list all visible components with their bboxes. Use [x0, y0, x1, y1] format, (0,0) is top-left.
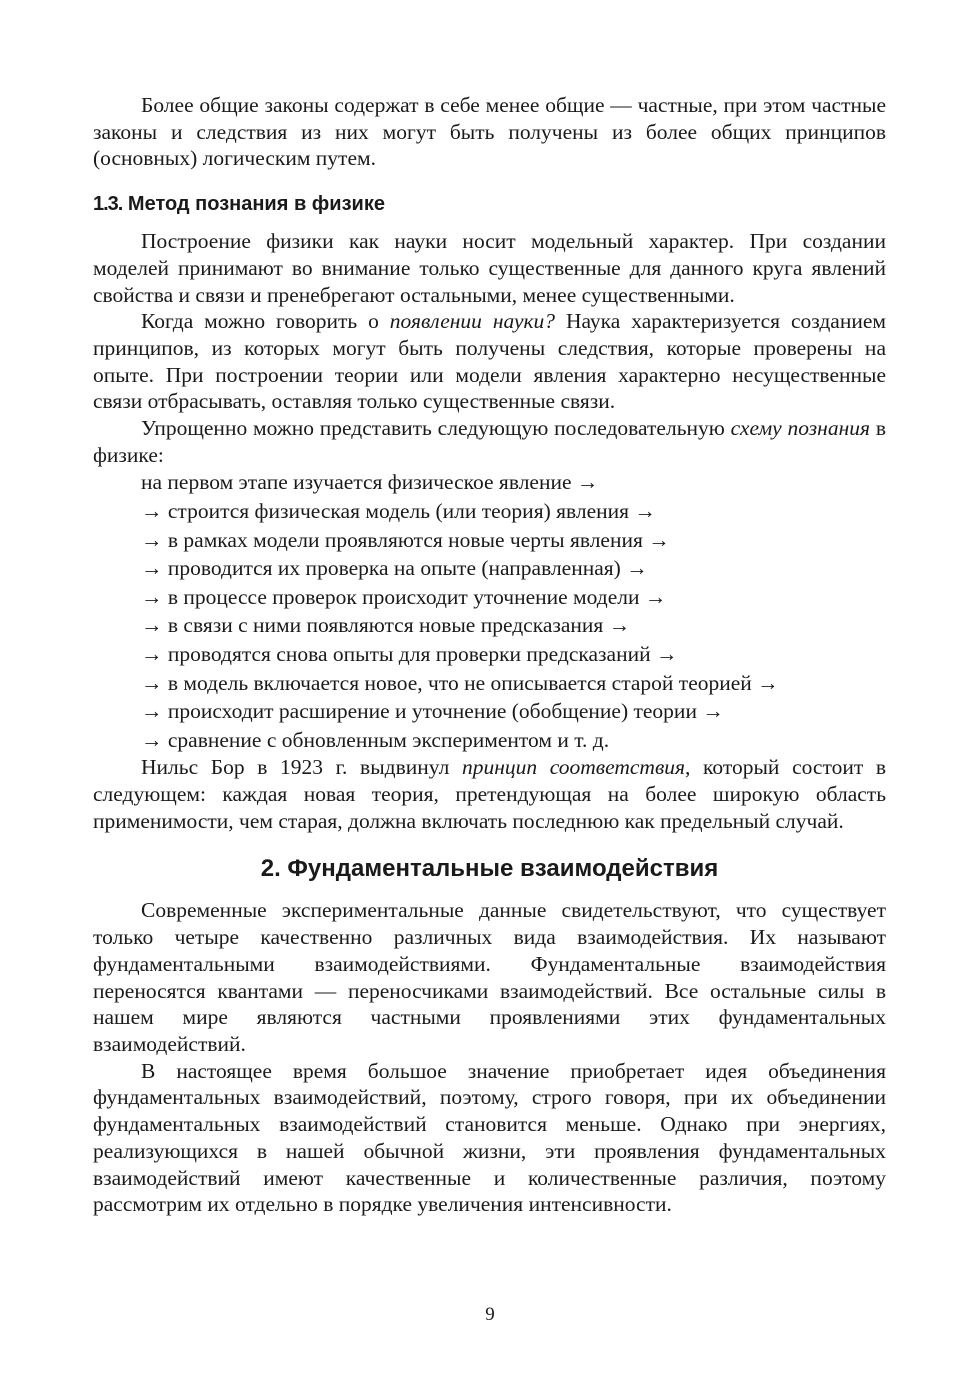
paragraph-model: Построение физики как науки носит модельный характер. При создании моделей принимают во внимание только существенные для данного круга явлений свойства и связи и пренебрегают остальными, менее существенными. [93, 229, 886, 307]
page-content [93, 92, 886, 1218]
section-heading-1-3 [93, 191, 886, 217]
text-run: Нильс Бор в 1923 г. выдвинул [141, 755, 462, 780]
scheme-step: → проводится их проверка на опыте (направленная) → [141, 556, 648, 581]
text-run: Когда можно говорить о [141, 309, 390, 334]
paragraph-scheme [93, 415, 886, 468]
paragraph-intro: Более общие законы содержат в себе менее общие — частные, при этом частные законы и следствия из них могут быть получены из более общих принципов (основных) логическим путем. [93, 93, 886, 171]
scheme-step: на первом этапе изучается физическое явление → [141, 470, 599, 495]
cognition-scheme-list [93, 468, 886, 754]
page-number: 9 [485, 1304, 495, 1325]
emphasis-text: принцип соответствия [461, 755, 686, 780]
emphasis-text: появлении науки? [389, 309, 556, 334]
scheme-step: → в связи с ними появляются новые предсказания → [141, 613, 631, 638]
scheme-step: → проводятся снова опыты для проверки предсказаний → [141, 642, 678, 666]
scheme-step: → происходит расширение и уточнение (обобщение) теории → [141, 699, 724, 724]
text-run: Упрощенно можно представить следующую последовательную [141, 416, 731, 441]
chapter-heading-2: 2. Фундаментальные взаимодействия [260, 855, 719, 883]
scheme-step: → в модель включается новое, что не описывается старой теорией → [141, 670, 779, 695]
section-number: 1.3. [93, 193, 123, 216]
emphasis-text: схему познания [730, 416, 870, 441]
scheme-step: → строится физическая модель (или теория) явления → [141, 499, 656, 524]
text-run: , который состоит в следующем: каждая новая теория, претендующая на более широкую область применимости, чем старая, должна включать последнюю как предельный случай. [93, 755, 887, 833]
scheme-step: → в рамках модели проявляются новые черты явления → [141, 527, 670, 552]
paragraph-fundamental-2: В настоящее время большое значение приобретает идея объединения фундаментальных взаимодействий, поэтому, строго говоря, при их объединении фундаментальных взаимодействий становится меньше. Однако при энергиях, реализующихся в нашей обычной жизни, эти проявления фундаментальных взаимодействий имеют качественные и количественные различия, поэтому рассмотрим их отдельно в порядке увеличения интенсивности. [93, 1058, 886, 1217]
paragraph-science [93, 308, 886, 415]
text-run: в физике: [93, 416, 886, 467]
scheme-step: → сравнение с обновленным экспериментом и т. д. [141, 727, 610, 752]
section-title: Метод познания в физике [127, 193, 385, 216]
text-run: Наука характеризуется созданием принципов, из которых могут быть получены следствия, которые проверены на опыте. При построении теории или модели явления характерно несущественные связи отбрасывать, оставляя только существенные связи. [93, 309, 886, 414]
paragraph-bohr [93, 754, 886, 834]
paragraph-fundamental-1: Современные экспериментальные данные свидетельствуют, что существует только четыре качественно различных вида взаимодействия. Их называют фундаментальными взаимодействиями. Фундаментальные взаимодействия переносятся квантами — переносчиками взаимодействий. Все остальные силы в нашем мире являются частными проявлениями этих фундаментальных взаимодействий. [93, 898, 886, 1056]
scheme-step: → в процессе проверок происходит уточнение модели → [141, 584, 667, 609]
